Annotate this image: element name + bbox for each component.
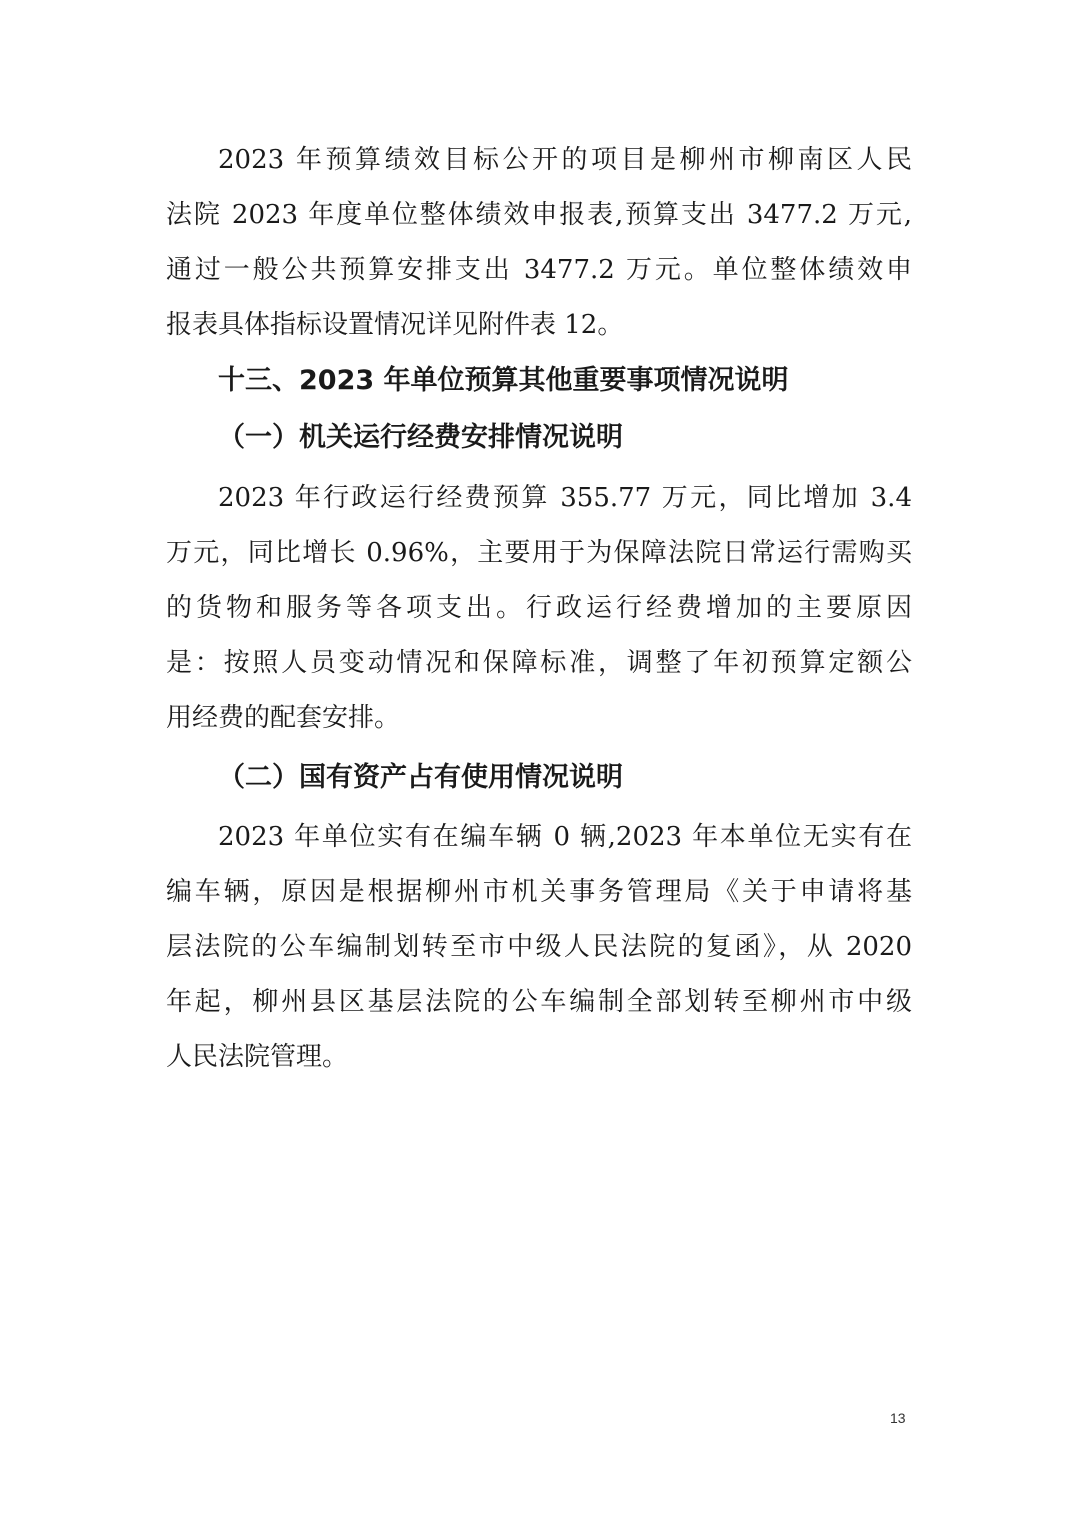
subsection-1-heading: （一）机关运行经费安排情况说明 [218, 422, 623, 453]
paragraph-3-line-5: 人民法院管理。 [166, 1042, 349, 1072]
paragraph-1-line-3: 通过一般公共预算安排支出 3477.2 万元。单位整体绩效申 [166, 255, 912, 285]
paragraph-2-line-4: 是：按照人员变动情况和保障标准，调整了年初预算定额公 [166, 648, 912, 678]
paragraph-1-line-4: 报表具体指标设置情况详见附件表 12。 [166, 310, 624, 340]
paragraph-2-line-5: 用经费的配套安排。 [166, 703, 401, 733]
paragraph-3-line-1: 2023 年单位实有在编车辆 0 辆,2023 年本单位无实有在 [218, 822, 912, 852]
paragraph-3-line-2: 编车辆，原因是根据柳州市机关事务管理局《关于申请将基 [166, 877, 912, 907]
paragraph-2-line-2: 万元，同比增长 0.96%，主要用于为保障法院日常运行需购买 [166, 538, 912, 568]
paragraph-1-line-1: 2023 年预算绩效目标公开的项目是柳州市柳南区人民 [218, 145, 912, 175]
section-13-heading: 十三、2023 年单位预算其他重要事项情况说明 [218, 365, 789, 396]
paragraph-2-line-1: 2023 年行政运行经费预算 355.77 万元，同比增加 3.4 [218, 483, 912, 513]
paragraph-1-line-2: 法院 2023 年度单位整体绩效申报表,预算支出 3477.2 万元, [166, 200, 912, 230]
paragraph-2-line-3: 的货物和服务等各项支出。行政运行经费增加的主要原因 [166, 593, 912, 623]
page-number: 13 [890, 1410, 906, 1426]
subsection-2-heading: （二）国有资产占有使用情况说明 [218, 762, 623, 793]
paragraph-3-line-4: 年起，柳州县区基层法院的公车编制全部划转至柳州市中级 [166, 987, 912, 1017]
paragraph-3-line-3: 层法院的公车编制划转至市中级人民法院的复函》，从 2020 [166, 932, 912, 962]
